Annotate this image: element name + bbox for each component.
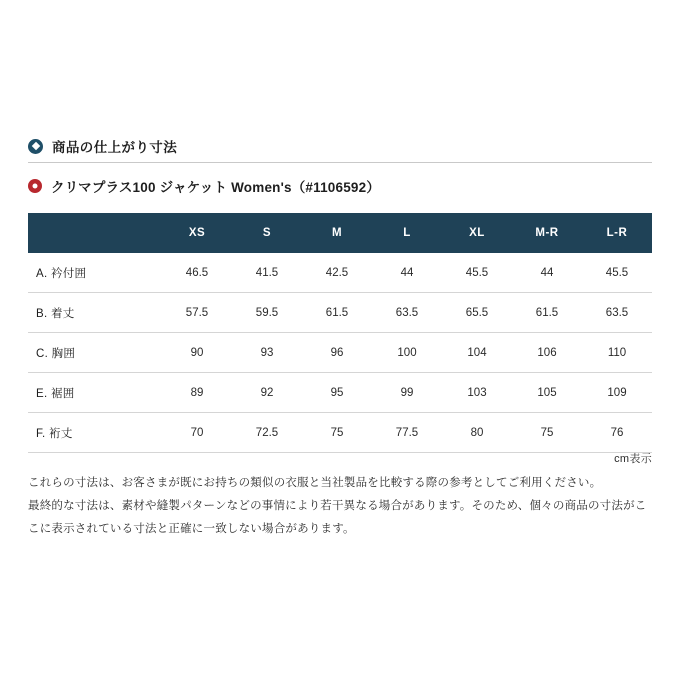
footnote-line-3: こに表示されている寸法と正確に一致しない場合があります。 (28, 523, 355, 535)
section-title: 商品の仕上がり寸法 (52, 140, 178, 155)
column-header-m: M (302, 213, 372, 253)
heading-divider (28, 162, 652, 163)
table-header-row (28, 213, 652, 253)
footnote-line-2: 最終的な寸法は、素材や縫製パターンなどの事情により若干異なる場合があります。そのため、個々の商品の寸法がこ (28, 500, 647, 512)
table-cell: 105 (512, 373, 582, 413)
product-heading (28, 176, 652, 196)
table-cell: 90 (162, 333, 232, 373)
table-cell: 59.5 (232, 293, 302, 333)
column-header-l: L (372, 213, 442, 253)
table-row (28, 293, 652, 333)
column-header-l-r: L-R (582, 213, 652, 253)
table-cell: 100 (372, 333, 442, 373)
table-cell: 72.5 (232, 413, 302, 453)
column-header-xl: XL (442, 213, 512, 253)
table-cell: 99 (372, 373, 442, 413)
table-cell: 44 (372, 253, 442, 293)
size-table-body (28, 253, 652, 453)
column-header-m-r: M-R (512, 213, 582, 253)
section-heading (28, 136, 652, 156)
row-label: F. 裄丈 (28, 413, 162, 453)
red-dot-icon (28, 179, 42, 193)
table-cell: 77.5 (372, 413, 442, 453)
table-cell: 46.5 (162, 253, 232, 293)
table-cell: 57.5 (162, 293, 232, 333)
table-corner-cell (28, 213, 162, 253)
table-cell: 76 (582, 413, 652, 453)
table-cell: 95 (302, 373, 372, 413)
table-cell: 75 (512, 413, 582, 453)
table-cell: 80 (442, 413, 512, 453)
table-cell: 75 (302, 413, 372, 453)
table-row (28, 253, 652, 293)
table-cell: 89 (162, 373, 232, 413)
table-cell: 110 (582, 333, 652, 373)
table-cell: 45.5 (442, 253, 512, 293)
table-cell: 103 (442, 373, 512, 413)
unit-note: cm表示 (614, 453, 652, 465)
size-table-header (28, 213, 652, 253)
row-label: C. 胸囲 (28, 333, 162, 373)
row-label: A. 衿付囲 (28, 253, 162, 293)
table-row (28, 413, 652, 453)
product-title: クリマプラス100 ジャケット Women's（#1106592） (51, 180, 381, 195)
diamond-badge-icon (28, 139, 43, 154)
table-cell: 104 (442, 333, 512, 373)
column-header-s: S (232, 213, 302, 253)
table-cell: 65.5 (442, 293, 512, 333)
table-cell: 41.5 (232, 253, 302, 293)
table-cell: 96 (302, 333, 372, 373)
table-cell: 92 (232, 373, 302, 413)
table-cell: 61.5 (302, 293, 372, 333)
table-cell: 70 (162, 413, 232, 453)
table-cell: 44 (512, 253, 582, 293)
row-label: E. 裾囲 (28, 373, 162, 413)
table-row (28, 333, 652, 373)
table-cell: 63.5 (372, 293, 442, 333)
footnote (28, 472, 656, 541)
row-label: B. 着丈 (28, 293, 162, 333)
table-cell: 93 (232, 333, 302, 373)
table-cell: 61.5 (512, 293, 582, 333)
table-cell: 45.5 (582, 253, 652, 293)
table-row (28, 373, 652, 413)
footnote-line-1: これらの寸法は、お客さまが既にお持ちの類似の衣服と当社製品を比較する際の参考としてご利用ください。 (28, 477, 602, 489)
table-cell: 106 (512, 333, 582, 373)
size-table (28, 213, 652, 453)
column-header-xs: XS (162, 213, 232, 253)
table-cell: 42.5 (302, 253, 372, 293)
table-cell: 109 (582, 373, 652, 413)
table-cell: 63.5 (582, 293, 652, 333)
